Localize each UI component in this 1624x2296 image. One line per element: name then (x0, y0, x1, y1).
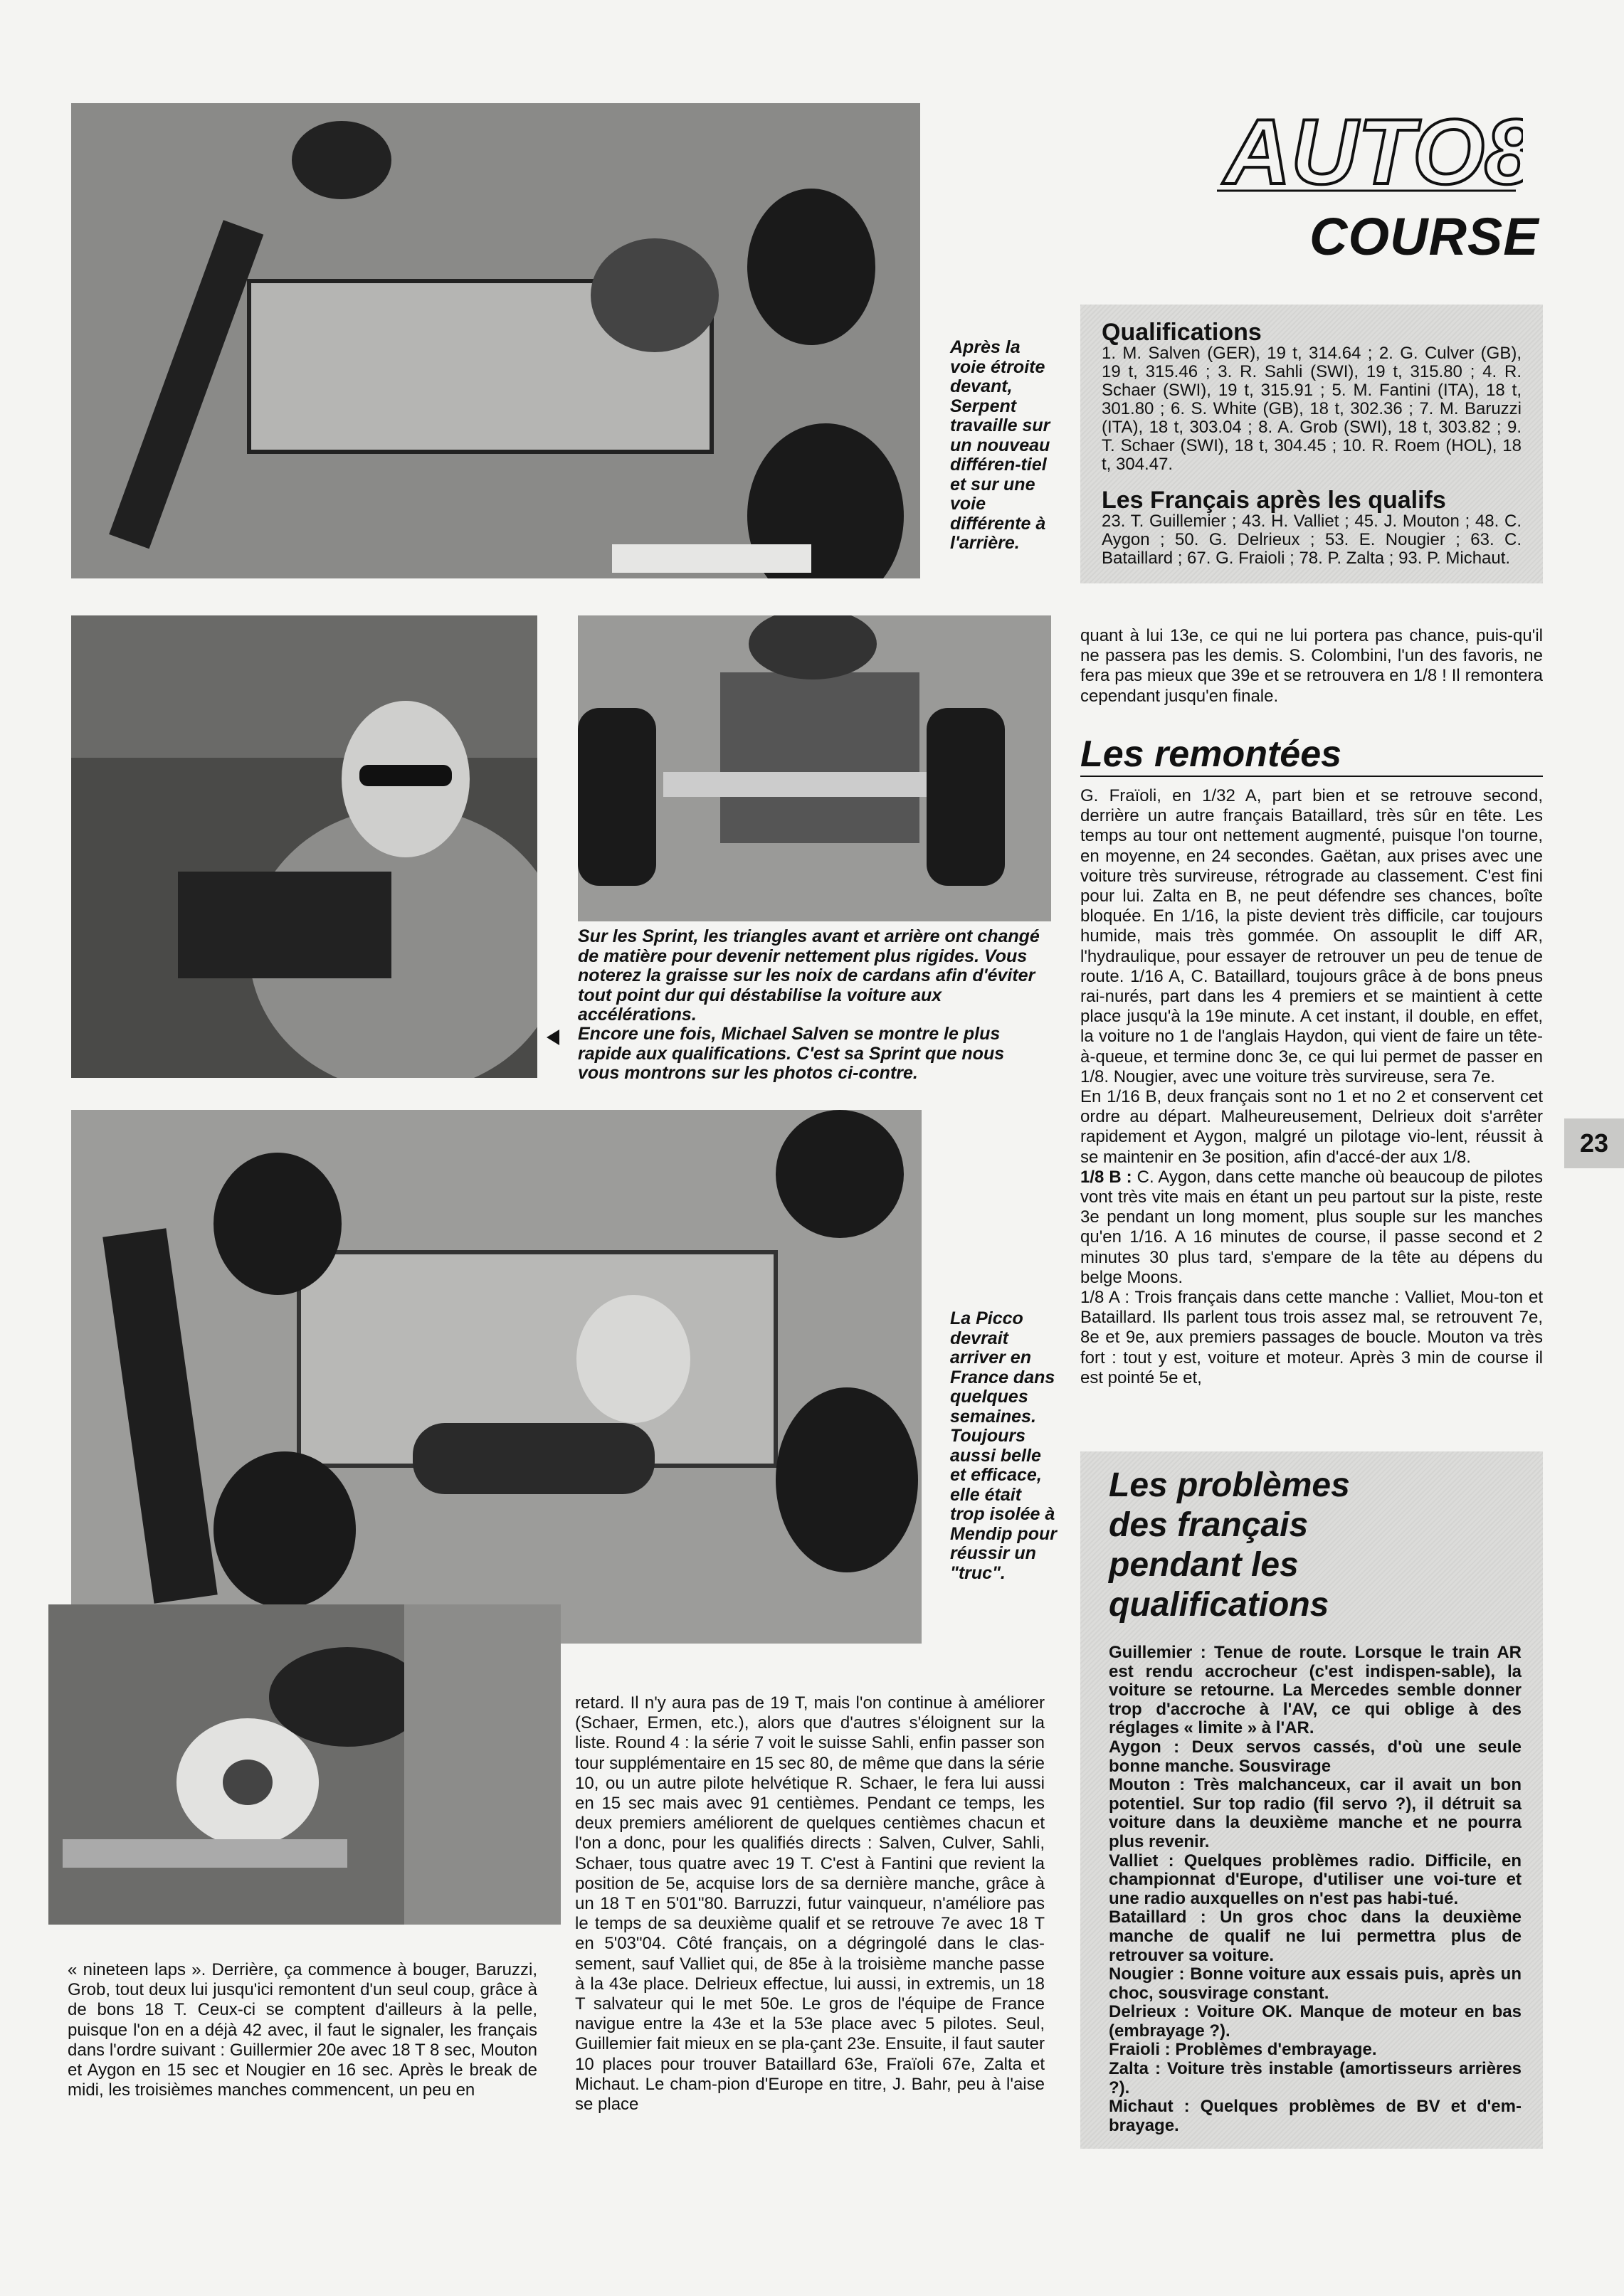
arrow-left-icon (547, 1030, 559, 1045)
intro-paragraph: quant à lui 13e, ce qui ne lui portera pas chance, puis-qu'il ne passera pas les demis. S. Colombini, l'un des favoris, ne fera pas mieux que 39e et se retrouvera en 1/8 ! Il remontera cependant jusqu'en finale. (1080, 626, 1543, 706)
right-column-body (1080, 786, 1543, 1388)
qualifications-box (1080, 305, 1543, 583)
problems-title-line1: Les problèmes (1109, 1466, 1350, 1504)
photo-serpent-chassis (71, 103, 920, 578)
auto8-logo (1210, 100, 1523, 199)
photo-picco-car (71, 1110, 922, 1644)
middle-column (575, 1693, 1045, 2115)
bottom-left-paragraph: « nineteen laps ». Derrière, ça commence à bouger, Baruzzi, Grob, tout deux lui jusqu'ici remontent d'un seul coup, grâce à de bons 18 T. Ceux-ci se comptent d'ailleurs à la pelle, puisque l'on en a déjà 42 avec, il faut le signaler, les français dans l'ordre suivant : Guillermier 20e avec 18 T 8 sec, Mouton et Aygon en 15 sec et Nougier en 16 sec. Après le break de midi, les troisièmes manches commencent, un peu en (68, 1960, 537, 2100)
problem-fraioli: Fraioli : Problèmes d'embrayage. (1109, 2040, 1377, 2060)
problem-zalta: Zalta : Voiture très instable (amortisseurs arrières ?). (1109, 2059, 1522, 2097)
bottom-left-column (68, 1960, 537, 2100)
caption-photo3: Sur les Sprint, les triangles avant et arrière ont changé de matière pour devenir nettement plus rigides. Vous noterez la graisse sur les noix de cardans afin d'éviter tout point dur qui déstabilise la voiture aux accélérations. (578, 926, 1040, 1025)
problems-title-line4: qualifications (1109, 1586, 1329, 1624)
problems-title-line3: pendant les (1109, 1546, 1299, 1584)
car-illustration (71, 103, 920, 578)
problem-bataillard: Bataillard : Un gros choc dans la deuxième manche de qualif ne lui permettra plus de retrouver sa voiture. (1109, 1908, 1522, 1965)
picco-illustration (71, 1110, 922, 1644)
problem-mouton: Mouton : Très malchanceux, car il avait un bon potentiel. Sur top radio (fil servo ?), il détruit sa voiture dans la deuxième manche et ne pourra plus revenir. (1109, 1775, 1522, 1851)
qualifications-title: Qualifications (1102, 319, 1262, 346)
page-number-tab (1564, 1118, 1624, 1168)
section-title-remontees: Les remontées (1080, 733, 1543, 777)
french-after-qualifs-list: 23. T. Guillemier ; 43. H. Valliet ; 45. J. Mouton ; 48. C. Aygon ; 50. G. Delrieux ; 53. E. Nougier ; 63. C. Bataillard ; 67. G. Fraioli ; 78. P. Zalta ; 93. P. Michaut. (1102, 512, 1522, 568)
logo-text: AUTO8 (1224, 100, 1523, 199)
problem-michaut: Michaut : Quelques problèmes de BV et d'em-brayage. (1109, 2097, 1522, 2135)
photo-sprint-front (578, 615, 1051, 921)
problem-valliet: Valliet : Quelques problèmes radio. Difficile, en championnat d'Europe, d'utiliser une voi-ture et une radio auxquelles on n'est pas habi-tué. (1109, 1851, 1522, 1908)
caption-photo2: Encore une fois, Michael Salven se montre le plus rapide aux qualifications. C'est sa Sprint que nous vous montrons sur les photos ci-contre. (578, 1024, 1005, 1083)
front-car-illustration (578, 615, 1051, 921)
paragraph-2: En 1/16 B, deux français sont no 1 et no 2 et conservent cet ordre au départ. Malheureusement, Delrieux doit s'arrêter rapidement et Aygon, malgré un pilotage vio-lent, réussit à se maintenir en 3e position, afin d'accé-der aux 1/8. (1080, 1087, 1543, 1167)
photo-gearbox-detail (48, 1604, 561, 1925)
problem-delrieux: Delrieux : Voiture OK. Manque de moteur en bas (embrayage ?). (1109, 2002, 1522, 2041)
problem-guillemier: Guillemier : Tenue de route. Lorsque le train AR est rendu accrocheur (c'est indispen-sable), la voiture se retourne. La Mercedes semble donner trop d'accroche à l'AV, ce qui oblige à des réglages « limite » à l'AR. (1109, 1643, 1522, 1738)
problems-title-line2: des français (1109, 1506, 1309, 1544)
problem-nougier: Nougier : Bonne voiture aux essais puis, après un choc, sousvirage constant. (1109, 1964, 1522, 2003)
middle-paragraph: retard. Il n'y aura pas de 19 T, mais l'on continue à améliorer (Schaer, Ermen, etc.), alors que d'autres s'éloignent sur la liste. Round 4 : la série 7 voit le suisse Sahli, enfin passer son tour supplémentaire en 15 sec 80, de même que dans la série 10, ou un autre pilote helvétique R. Schaer, le fera lui aussi en 15 sec mais avec 91 centièmes. Pendant ce temps, les deux premiers améliorent de quelques centièmes chacun et l'on a donc, pour les qualifiés directs : Salven, Culver, Sahli, Schaer, tous quatre avec 19 T. C'est à Fantini que revient la position de 5e, acquise lors de sa dernière manche, grâce à un 18 T en 5'01"80. Barruzzi, futur vainqueur, n'améliore pas le temps de sa deuxième qualif et se retrouve 7e avec 18 T en 5'03"04. Côté français, on a dégringolé dans le clas-sement, sauf Valliet qui, de 85e à la troisième manche passe à la 43e place. Delrieux effectue, lui aussi, in extremis, un 18 T salvateur qui le met 50e. Le gros de l'équipe de France navigue entre la 43e et la 53e place avec 5 pilotes. Seul, Guillemier fait mieux en se pla-çant 23e. Ensuite, il faut sauter 10 places pour trouver Bataillard 63e, Fraïoli 67e, Zalta et Michaut. Le cham-pion d'Europe en titre, J. Bahr, peu à l'aise se place (575, 1693, 1045, 2115)
problem-aygon: Aygon : Deux servos cassés, d'où une seule bonne manche. Sousvirage (1109, 1737, 1522, 1776)
french-after-qualifs-title: Les Français après les qualifs (1102, 487, 1446, 514)
driver-illustration (71, 615, 537, 1078)
paragraph-1: G. Fraïoli, en 1/32 A, part bien et se retrouve second, derrière un autre français Bataillard, très sûr en tête. Les temps au tour ont nettement augmenté, puisque l'on tourne, en moyenne, en 24 secondes. Gaëtan, aux prises avec une voiture très survireuse, rétrograde au classement. C'est fini pour lui. Zalta en B, ne peut défendre ses chances, boîte bloquée. En 1/16, la piste devient très difficile, car toujours humide, mais très gommée. On assouplit le diff AR, l'hydraulique, pour essayer de retrouver un peu de tenue de route. 1/16 A, C. Bataillard, toujours grâce à de bons pneus rai-nurés, part dans les 4 premiers et se maintient à cette place jusqu'à la 19e minute. A cet instant, il double, en effet, la voiture no 1 de l'anglais Haydon, qui vient de faire un tête-à-queue, et termine donc 3e, ce qui lui permet de passer en 1/8. Nougier, avec une voiture très survireuse, sera 7e. (1080, 786, 1543, 1086)
paragraph-3-label: 1/8 B : (1080, 1167, 1132, 1187)
photo-michael-salven (71, 615, 537, 1078)
paragraph-3 (1080, 1168, 1543, 1288)
caption-photo4: La Picco devrait arriver en France dans quelques semaines. Toujours aussi belle et efficace, elle était trop isolée à Mendip pour réussir un "truc". (950, 1308, 1057, 1583)
qualifications-results: 1. M. Salven (GER), 19 t, 314.64 ; 2. G. Culver (GB), 19 t, 315.46 ; 3. R. Sahli (SWI), 19 t, 315.80 ; 4. R. Schaer (SWI), 19 t, 315.91 ; 5. M. Fantini (ITA), 18 t, 301.80 ; 6. S. White (GB), 18 t, 302.36 ; 7. M. Baruzzi (ITA), 18 t, 303.04 ; 8. A. Grob (SWI), 18 t, 303.82 ; 9. T. Schaer (SWI), 18 t, 304.45 ; 10. R. Roem (HOL), 18 t, 304.47. (1102, 344, 1522, 474)
right-column-intro (1080, 626, 1543, 707)
page-number: 23 (1579, 1128, 1609, 1158)
caption-photo1: Après la voie étroite devant, Serpent travaille sur un nouveau différen-tiel et sur une voie différente à l'arrière. (950, 337, 1050, 553)
gearbox-illustration (48, 1604, 561, 1925)
paragraph-3-text: C. Aygon, dans cette manche où beaucoup de pilotes vont très vite mais en étant un peu partout sur la piste, reste 3e pendant un long moment, plus souple sur les manches qu'en 1/16. A 16 minutes de course, il passe second et 2 minutes 30 plus tard, s'empare de la tête au dépens du belge Moons. (1080, 1167, 1543, 1287)
paragraph-4: 1/8 A : Trois français dans cette manche : Valliet, Mou-ton et Bataillard. Ils parlent tous trois assez mal, se retrouvent 7e, 8e et 9e, aux premiers passages de boucle. Mouton va très fort : tout y est, voiture et moteur. Après 3 min de course il est pointé 5e et, (1080, 1288, 1543, 1387)
problems-box (1080, 1451, 1543, 2149)
section-heading: COURSE (1309, 207, 1539, 266)
